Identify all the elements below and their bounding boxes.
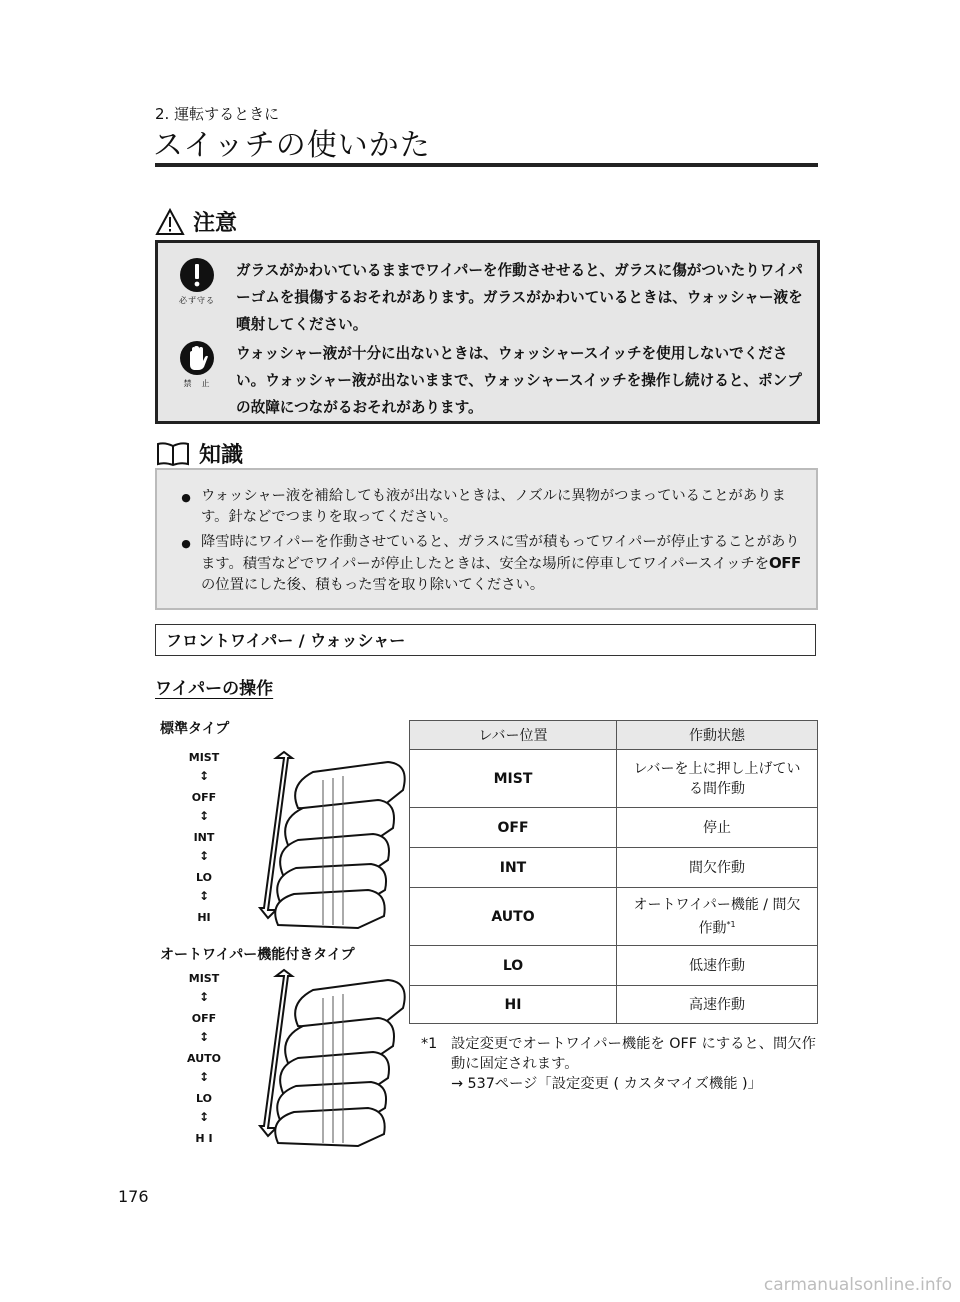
warning-triangle-icon	[155, 208, 185, 236]
table-cell-state: 低速作動	[617, 946, 818, 986]
chapter-label: 2. 運転するときに	[155, 105, 280, 123]
bullet-icon: ●	[181, 491, 191, 504]
knowledge-box	[155, 468, 818, 610]
table-row	[410, 946, 818, 986]
caution-box	[155, 240, 820, 424]
mandatory-icon-label: 必ず守る	[179, 296, 215, 305]
knowledge-heading	[155, 438, 243, 469]
section-title: フロントワイパー / ウォッシャー	[155, 624, 816, 656]
caution-item	[172, 340, 811, 421]
footnote-reference-link[interactable]: → 537ページ「設定変更 ( カスタマイズ機能 )」	[451, 1076, 762, 1092]
up-down-arrow-icon: ↕	[198, 809, 210, 823]
position-label: LO	[196, 1092, 212, 1105]
up-down-arrow-icon: ↕	[198, 990, 210, 1004]
exclamation-circle-icon	[179, 257, 215, 293]
title-divider	[155, 163, 818, 167]
stop-hand-icon	[179, 340, 215, 376]
bullet-icon: ●	[181, 537, 191, 550]
table-header-row	[410, 721, 818, 750]
lever-standard-positions	[174, 751, 234, 924]
position-label: MIST	[188, 972, 220, 985]
footnote-marker: *1	[421, 1036, 438, 1052]
up-down-arrow-icon: ↕	[198, 1030, 210, 1044]
footnote-text: 設定変更でオートワイパー機能を OFF にすると、間欠作動に固定されます。	[451, 1036, 816, 1072]
mandatory-icon-group	[172, 257, 222, 338]
table-cell-state	[617, 750, 818, 808]
position-label: LO	[196, 871, 212, 884]
state-text: レバーを上に押し上げている間作動	[633, 760, 801, 797]
knowledge-text-after: の位置にした後、積もった雪を取り除いてください。	[201, 577, 545, 593]
table-header: 作動状態	[617, 721, 818, 750]
position-label: AUTO	[187, 1052, 221, 1065]
table-row	[410, 888, 818, 946]
up-down-arrow-icon: ↕	[198, 769, 210, 783]
wiper-lever-illustration	[228, 750, 410, 930]
position-label: HI	[197, 911, 211, 924]
footnote	[421, 1034, 821, 1094]
table-cell-state: 間欠作動	[617, 848, 818, 888]
lever-auto-title: オートワイパー機能付きタイプ	[160, 947, 355, 963]
prohibited-icon-group	[172, 340, 222, 421]
position-label: OFF	[191, 791, 217, 804]
table-cell-position: HI	[410, 986, 617, 1024]
state-text-main: オートワイパー機能 / 間欠作動	[633, 896, 801, 937]
table-cell-state: 停止	[617, 808, 818, 848]
list-item	[171, 486, 803, 528]
book-icon	[155, 441, 191, 467]
page-number: 176	[118, 1187, 149, 1206]
table-cell-position: INT	[410, 848, 617, 888]
knowledge-text-before: 降雪時にワイパーを作動させていると、ガラスに雪が積もってワイパーが停止することがあります。積雪などでワイパーが停止したときは、安全な場所に停車してワイパースイッチを	[201, 534, 800, 572]
caution-heading-text: 注意	[193, 211, 238, 236]
watermark: carmanualsonline.info	[763, 1275, 952, 1295]
prohibited-icon-label: 禁 止	[183, 379, 211, 388]
caution-text: ウォッシャー液が十分に出ないときは、ウォッシャースイッチを使用しないでください。ウォッシャー液が出ないままで、ウォッシャースイッチを操作し続けると、ポンプの故障につながるおそれがあります。	[236, 345, 802, 416]
table-cell-position: OFF	[410, 808, 617, 848]
lever-position-table	[409, 720, 818, 1024]
up-down-arrow-icon: ↕	[198, 849, 210, 863]
table-cell-state: 高速作動	[617, 986, 818, 1024]
subsection-title: ワイパーの操作	[155, 679, 274, 699]
table-row	[410, 750, 818, 808]
page-title: スイッチの使いかた	[153, 128, 431, 163]
position-label: OFF	[191, 1012, 217, 1025]
footnote-ref: *1	[726, 919, 736, 929]
wiper-lever-auto-illustration	[228, 968, 410, 1148]
up-down-arrow-icon: ↕	[198, 1110, 210, 1124]
up-down-arrow-icon: ↕	[198, 889, 210, 903]
table-row	[410, 808, 818, 848]
knowledge-text: ウォッシャー液を補給しても液が出ないときは、ノズルに異物がつまっていることがあります。針などでつまりを取ってください。	[201, 488, 786, 525]
lever-standard-title: 標準タイプ	[160, 721, 230, 737]
caution-heading	[155, 206, 237, 237]
position-label: H I	[195, 1132, 213, 1145]
knowledge-heading-text: 知識	[199, 443, 244, 468]
knowledge-text	[201, 532, 803, 596]
table-cell-position: AUTO	[410, 888, 617, 946]
state-text	[627, 895, 807, 939]
list-item	[171, 532, 803, 596]
position-label: INT	[193, 831, 215, 844]
off-position-badge: OFF	[769, 554, 801, 572]
lever-auto-positions	[174, 972, 234, 1145]
caution-text: ガラスがかわいているままでワイパーを作動させせると、ガラスに傷がついたりワイパーゴムを損傷するおそれがあります。ガラスがかわいているときは、ウォッシャー液を噴射してください。	[236, 262, 803, 333]
table-cell-position: LO	[410, 946, 617, 986]
up-down-arrow-icon: ↕	[198, 1070, 210, 1084]
table-cell-position: MIST	[410, 750, 617, 808]
table-header: レバー位置	[410, 721, 617, 750]
caution-item	[172, 257, 811, 338]
table-row	[410, 986, 818, 1024]
table-row	[410, 848, 818, 888]
position-label: MIST	[188, 751, 220, 764]
table-cell-state	[617, 888, 818, 946]
